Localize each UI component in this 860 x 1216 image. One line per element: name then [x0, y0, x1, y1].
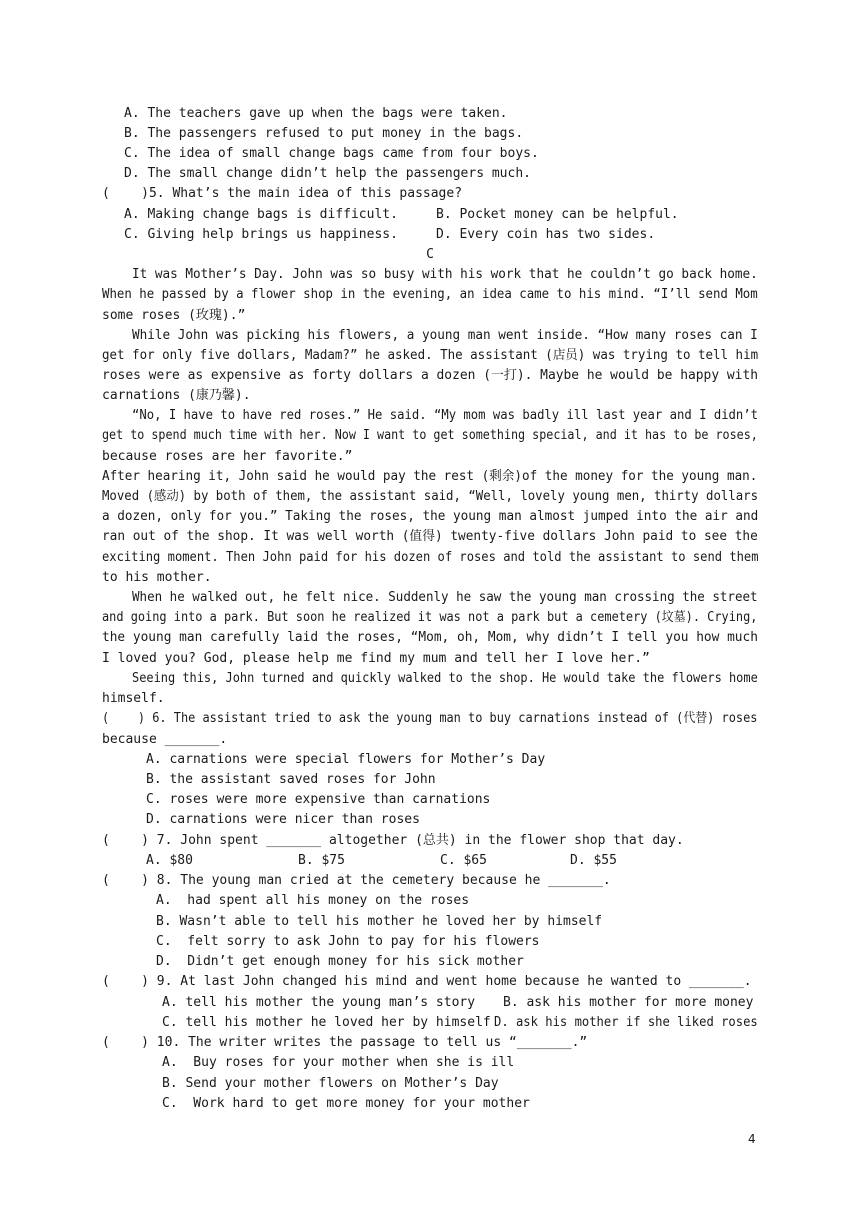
passage-line: exciting moment. Then John paid for his dozen of roses and told the assistant to send them: [102, 550, 759, 565]
passage-line: get to spend much time with her. Now I want to get something special, and it has to be roses,: [102, 428, 758, 443]
passage-line: It was Mother’s Day. John was so busy with his work that he couldn’t go back home.: [132, 267, 758, 282]
passage-line: carnations (康乃馨).: [102, 388, 251, 403]
passage-line: When he walked out, he felt nice. Suddenly he saw the young man crossing the street: [132, 590, 758, 605]
passage-line: the young man carefully laid the roses, “Mom, oh, Mom, why didn’t I tell you how much: [102, 630, 758, 645]
passage-line: Seeing this, John turned and quickly walked to the shop. He would take the flowers home: [132, 671, 758, 686]
q6-option-c: C. roses were more expensive than carnations: [146, 792, 491, 807]
passage-line: some roses (玫瑰).”: [102, 308, 246, 323]
q5-question: ( )5. What’s the main idea of this passage?: [102, 186, 463, 201]
q10-option-c: C. Work hard to get more money for your mother: [162, 1096, 530, 1111]
passage-line: to his mother.: [102, 570, 212, 585]
q9-question: ( ) 9. At last John changed his mind and went home because he wanted to _______.: [102, 974, 752, 989]
passage-line: himself.: [102, 691, 165, 706]
passage-line: “No, I have to have red roses.” He said. “My mom was badly ill last year and I didn’t: [132, 408, 759, 423]
q5-option-b: B. Pocket money can be helpful.: [436, 207, 679, 222]
q9-option-a: A. tell his mother the young man’s story: [162, 995, 476, 1010]
section-label: C: [426, 247, 434, 262]
q10-question: ( ) 10. The writer writes the passage to tell us “_______.”: [102, 1035, 588, 1050]
passage-line: While John was picking his flowers, a young man went inside. “How many roses can I: [132, 328, 758, 343]
passage-line: and going into a park. But soon he realized it was not a park but a cemetery (坟墓). Crying,: [102, 610, 758, 625]
q8-option-c: C. felt sorry to ask John to pay for his flowers: [156, 934, 540, 949]
q10-option-a: A. Buy roses for your mother when she is ill: [162, 1055, 515, 1070]
q4-option-d: D. The small change didn’t help the passengers much.: [124, 166, 531, 181]
passage-line: a dozen, only for you.” Taking the roses, the young man almost jumped into the air and: [102, 509, 759, 524]
q7-question: ( ) 7. John spent _______ altogether (总共) in the flower shop that day.: [102, 833, 684, 848]
q4-option-b: B. The passengers refused to put money in the bags.: [124, 126, 524, 141]
q6-question: ( ) 6. The assistant tried to ask the young man to buy carnations instead of (代替) roses: [102, 711, 758, 726]
q5-option-c: C. Giving help brings us happiness.: [124, 227, 398, 242]
passage-line: roses were as expensive as forty dollars a dozen (一打). Maybe he would be happy with: [102, 368, 759, 383]
q5-option-a: A. Making change bags is difficult.: [124, 207, 398, 222]
q8-option-b: B. Wasn’t able to tell his mother he loved her by himself: [156, 914, 603, 929]
page-number: 4: [748, 1132, 756, 1146]
q8-option-d: D. Didn’t get enough money for his sick mother: [156, 954, 524, 969]
q7-option-b: B. $75: [298, 853, 345, 868]
q5-option-d: D. Every coin has two sides.: [436, 227, 656, 242]
passage-line: because roses are her favorite.”: [102, 449, 353, 464]
q7-option-a: A. $80: [146, 853, 193, 868]
q4-option-c: C. The idea of small change bags came from four boys.: [124, 146, 539, 161]
q9-option-d: D. ask his mother if she liked roses: [494, 1015, 758, 1030]
q9-option-b: B. ask his mother for more money: [503, 995, 754, 1010]
q6-option-a: A. carnations were special flowers for Mother’s Day: [146, 752, 546, 767]
passage-line: I loved you? God, please help me find my mum and tell her I love her.”: [102, 651, 650, 666]
q6-option-b: B. the assistant saved roses for John: [146, 772, 436, 787]
passage-line: get for only five dollars, Madam?” he asked. The assistant (店员) was trying to tell him: [102, 348, 759, 363]
passage-line: Moved (感动) by both of them, the assistant said, “Well, lovely young men, thirty dollars: [102, 489, 759, 504]
q9-option-c: C. tell his mother he loved her by himself: [162, 1015, 491, 1030]
q8-option-a: A. had spent all his money on the roses: [156, 893, 470, 908]
q10-option-b: B. Send your mother flowers on Mother’s Day: [162, 1076, 499, 1091]
q6-option-d: D. carnations were nicer than roses: [146, 812, 420, 827]
q7-option-d: D. $55: [570, 853, 617, 868]
q4-option-a: A. The teachers gave up when the bags were taken.: [124, 106, 508, 121]
q6-question-cont: because _______.: [102, 732, 228, 747]
q7-option-c: C. $65: [440, 853, 487, 868]
passage-line: ran out of the shop. It was well worth (值得) twenty-five dollars John paid to see the: [102, 529, 758, 544]
passage-line: When he passed by a flower shop in the evening, an idea came to his mind. “I’ll send Mom: [102, 287, 758, 302]
q8-question: ( ) 8. The young man cried at the cemetery because he _______.: [102, 873, 611, 888]
passage-line: After hearing it, John said he would pay the rest (剩余)of the money for the young man.: [102, 469, 758, 484]
